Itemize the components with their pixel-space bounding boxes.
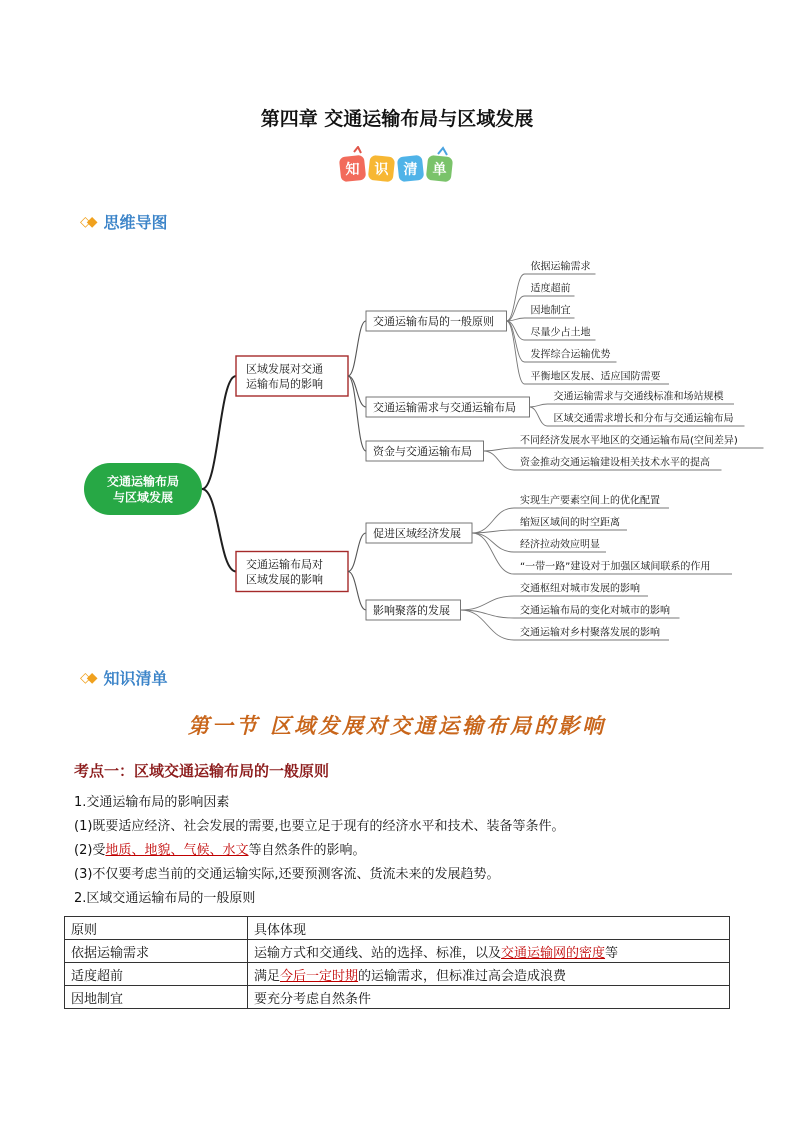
highlight-term: 地质 [105, 843, 132, 858]
table-row [65, 986, 730, 1009]
leaf-node-label: 经济拉动效应明显 [520, 539, 600, 551]
badge-char: 识 [374, 162, 389, 178]
leaf-node-label: 缩短区域间的时空距离 [520, 517, 620, 529]
leaf-node-label: “一带一路”建设对于加强区域间联系的作用 [520, 561, 711, 573]
diamond-icon: ◇◆ [80, 669, 94, 686]
section-knowledge-heading [80, 666, 168, 689]
table-cell: 依据运输需求 [65, 940, 248, 963]
connector-line [461, 596, 515, 610]
leaf-node-label: 不同经济发展水平地区的交通运输布局(空间差异) [520, 435, 738, 447]
connector-line [530, 407, 548, 426]
leaf-node-label: 实现生产要素空间上的优化配置 [520, 495, 660, 507]
connector-line [348, 572, 366, 611]
connector-line [202, 376, 236, 489]
table-header-cell: 具体体现 [248, 917, 730, 940]
table-row [65, 963, 730, 986]
diamond-icon: ◇◆ [80, 213, 94, 230]
connector-line [348, 321, 366, 376]
sub-node-label: 交通运输布局的一般原则 [373, 314, 494, 328]
sub-node-label: 促进区域经济发展 [373, 526, 461, 540]
leaf-node-label: 交通运输需求与交通线标准和场站规模 [553, 391, 724, 403]
highlight-term: 气候 [183, 843, 210, 858]
badge-char: 单 [432, 162, 447, 178]
badge-char: 知 [345, 162, 360, 178]
highlight-term: 地貌 [144, 843, 171, 858]
section-mindmap-heading [80, 210, 168, 233]
leaf-node-label: 依据运输需求 [530, 261, 591, 273]
table-header-row [65, 917, 730, 940]
connector-line [348, 376, 366, 407]
sub-node-label: 交通运输需求与交通运输布局 [373, 400, 516, 414]
root-node-label: 交通运输布局与区域发展 [106, 474, 180, 505]
connector-line [472, 533, 514, 574]
connector-line [507, 274, 525, 321]
leaf-node-label: 发挥综合运输优势 [530, 349, 611, 361]
leaf-node-label: 因地制宜 [530, 305, 571, 317]
leaf-node-label: 交通运输对乡村聚落发展的影响 [520, 627, 660, 639]
item2-heading: 2.区域交通运输布局的一般原则 [74, 891, 256, 906]
connector-line [348, 376, 366, 451]
table-cell: 适度超前 [65, 963, 248, 986]
connector-line [530, 404, 548, 407]
table-header-cell: 原则 [65, 917, 248, 940]
knowledge-badge [334, 146, 460, 190]
root-node [84, 463, 202, 515]
leaf-node-label: 平衡地区发展、适应国防需要 [530, 371, 661, 383]
leaf-node-label: 尽量少占土地 [530, 327, 591, 339]
table-cell: 运输方式和交通线、站的选择、标准，以及交通运输网的密度等 [248, 940, 730, 963]
connector-line [484, 448, 515, 451]
connector-line [472, 533, 514, 552]
leaf-node-label: 交通运输布局的变化对城市的影响 [520, 605, 670, 617]
connector-line [202, 489, 236, 572]
connector-line [348, 533, 366, 572]
table-cell: 满足今后一定时期的运输需求，但标准过高会造成浪费 [248, 963, 730, 986]
connector-line [461, 610, 515, 640]
branch-node-label: 区域发展对交通运输布局的影响 [246, 362, 323, 391]
principles-table [64, 916, 730, 1009]
sub-node-label: 资金与交通运输布局 [373, 444, 472, 458]
connector-line [507, 321, 525, 362]
mind-map [76, 246, 776, 646]
sub-node-label: 影响聚落的发展 [373, 603, 450, 617]
kaodian-title: 考点一：区域交通运输布局的一般原则 [74, 762, 330, 780]
page-title: 第四章 交通运输布局与区域发展 [260, 108, 534, 130]
table-cell: 因地制宜 [65, 986, 248, 1009]
connector-line [472, 530, 514, 533]
leaf-node-label: 区域交通需求增长和分布与交通运输布局 [553, 413, 734, 425]
section-knowledge-label: 知识清单 [103, 669, 168, 688]
item1-p1: (1)既要适应经济、社会发展的需要,也要立足于现有的经济水平和技术、装备等条件。 [74, 819, 565, 834]
item1-p2: (2)受地质、地貌、气候、水文等自然条件的影响。 [74, 843, 366, 858]
highlight-term: 水文 [222, 843, 249, 858]
item1-heading: 1.交通运输布局的影响因素 [74, 795, 230, 810]
connector-line [484, 451, 515, 470]
badge-char: 清 [403, 162, 418, 178]
table-cell: 要充分考虑自然条件 [248, 986, 730, 1009]
branch-node-label: 交通运输布局对区域发展的影响 [246, 557, 323, 586]
section-mindmap-label: 思维导图 [103, 213, 168, 232]
table-row [65, 940, 730, 963]
chapter-title: 第一节 区域发展对交通运输布局的影响 [187, 713, 607, 738]
item1-p3: (3)不仅要考虑当前的交通运输实际,还要预测客流、货流未来的发展趋势。 [74, 867, 500, 882]
leaf-node-label: 适度超前 [530, 283, 571, 295]
leaf-node-label: 资金推动交通运输建设相关技术水平的提高 [520, 457, 710, 469]
leaf-node-label: 交通枢纽对城市发展的影响 [520, 583, 640, 595]
connector-line [472, 508, 514, 533]
